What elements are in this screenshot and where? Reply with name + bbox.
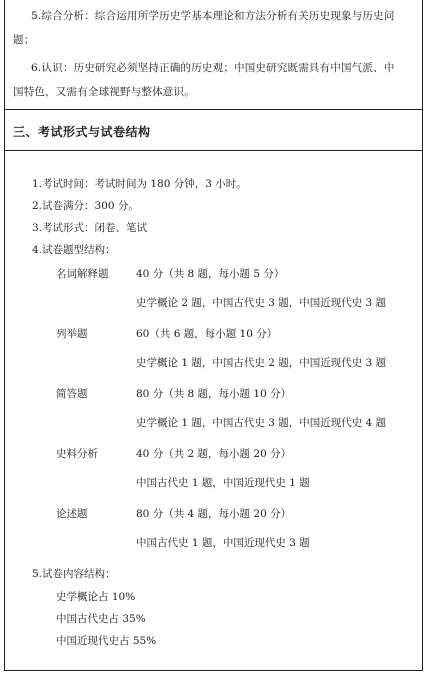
objective-6-line2: 国特色，又需有全球视野与整体意识。 — [13, 86, 195, 98]
type-score: 80 分（共 4 题，每小题 20 分） — [136, 508, 292, 520]
objective-5 — [13, 4, 413, 52]
type-name: 史料分析 — [56, 448, 98, 460]
content-item: 中国近现代史占 55% — [56, 635, 157, 647]
content-item: 史学概论占 10% — [56, 591, 136, 603]
objective-5-line1: 5.综合分析：综合运用所学历史学基本理论和方法分析有关历史现象与历史问 — [31, 10, 395, 22]
exam-format: 3.考试形式：闭卷、笔试 — [32, 222, 148, 234]
type-name: 论述题 — [56, 508, 88, 520]
type-score: 40 分（共 8 题，每小题 5 分） — [136, 268, 285, 280]
content-structure: 5.试卷内容结构： — [32, 568, 116, 580]
type-detail: 史学概论 1 题，中国古代史 3 题，中国近现代史 4 题 — [136, 417, 387, 429]
exam-time: 1.考试时间：考试时间为 180 分钟，3 小时。 — [32, 178, 247, 190]
section-title: 三、考试形式与试卷结构 — [13, 125, 151, 139]
type-name: 简答题 — [56, 388, 88, 400]
exam-full-score: 2.试卷满分：300 分。 — [32, 200, 139, 212]
objective-6-line1: 6.认识：历史研究必须坚持正确的历史观；中国史研究既需具有中国气派、中 — [31, 62, 395, 74]
type-score: 60（共 6 题，每小题 10 分） — [136, 328, 278, 340]
objective-5-line2: 题； — [13, 34, 35, 46]
type-score: 40 分（共 2 题，每小题 20 分） — [136, 448, 292, 460]
type-detail: 中国古代史 1 题，中国近现代史 1 题 — [136, 477, 310, 489]
type-score: 80 分（共 8 题，每小题 10 分） — [136, 388, 292, 400]
content-item: 中国古代史占 35% — [56, 613, 146, 625]
objective-6 — [13, 56, 413, 104]
objectives-block — [4, 0, 423, 110]
type-name: 列举题 — [56, 328, 88, 340]
type-detail: 史学概论 1 题，中国古代史 2 题，中国近现代史 3 题 — [136, 357, 387, 369]
type-detail: 史学概论 2 题，中国古代史 3 题，中国近现代史 3 题 — [136, 297, 387, 309]
section-header — [4, 110, 423, 151]
type-detail: 中国古代史 1 题，中国近现代史 3 题 — [136, 537, 310, 549]
type-name: 名词解释题 — [56, 268, 109, 280]
question-type-structure: 4.试卷题型结构： — [32, 244, 116, 256]
